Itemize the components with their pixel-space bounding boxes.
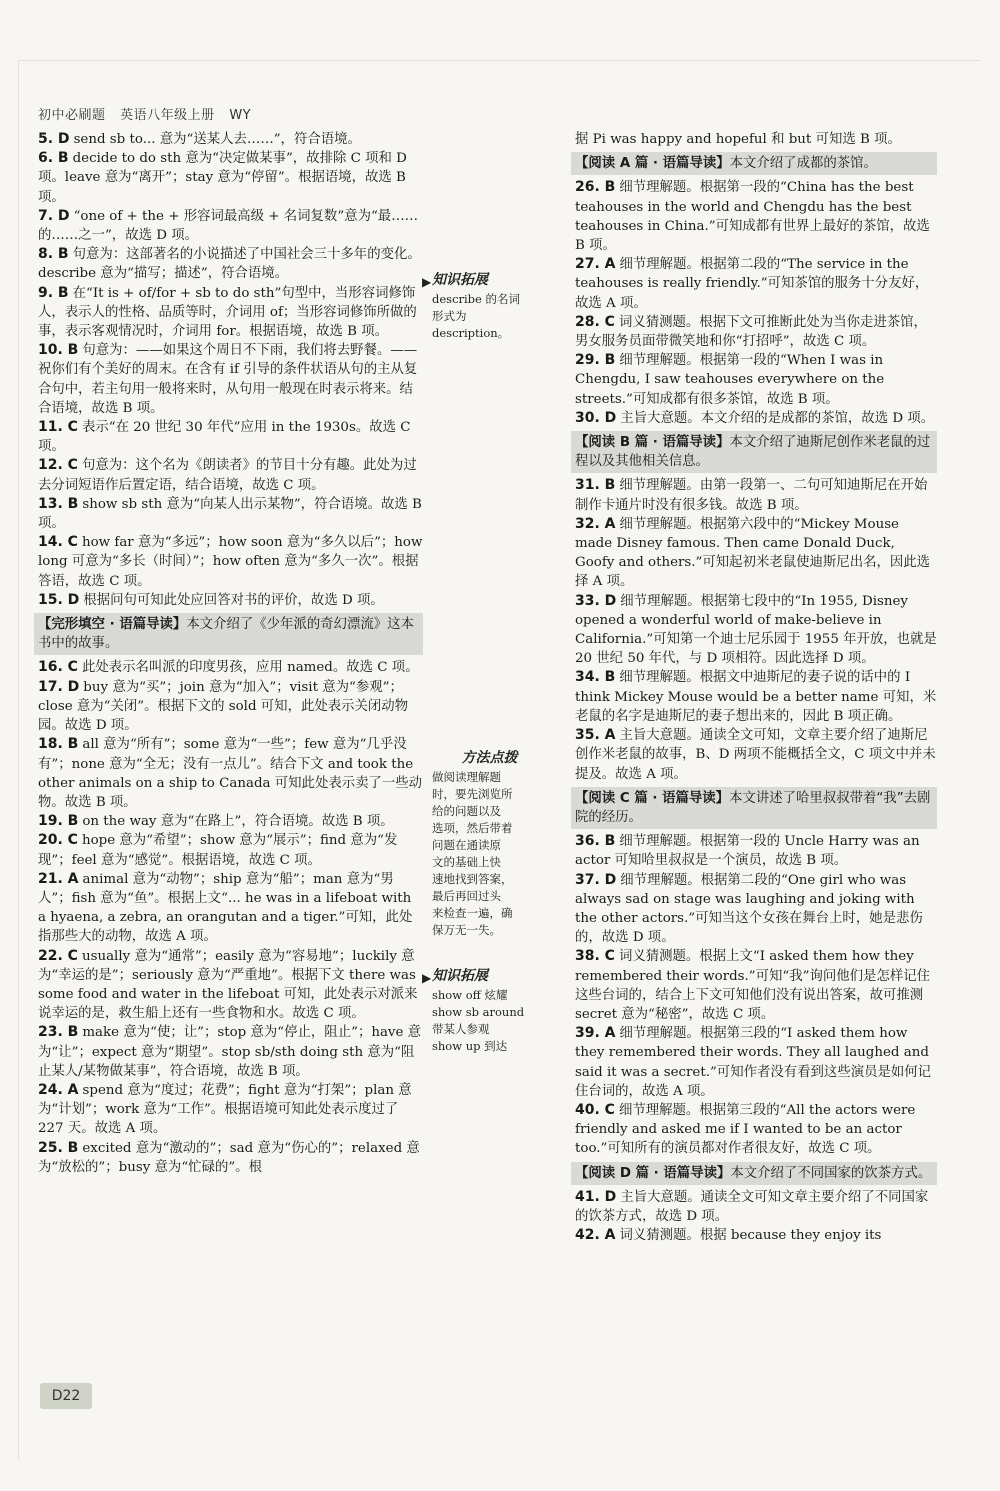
answer-item [38, 284, 423, 342]
answer-item [575, 351, 937, 409]
answer-item [575, 1226, 937, 1245]
sidebar-line: 带某人参观 [432, 1022, 490, 1036]
answer-item [575, 130, 937, 149]
answer-item [575, 1024, 937, 1101]
answer-number: 27. A [575, 256, 616, 273]
sidebar-line: 形式为 description。 [432, 309, 510, 340]
answer-number: 37. D [575, 871, 617, 888]
section-guide [571, 1162, 937, 1185]
answer-number: 13. B [38, 495, 79, 512]
answer-explanation: 据 Pi was happy and hopeful 和 but 可知选 B 项。 [575, 132, 901, 147]
answer-number: 12. C [38, 457, 78, 474]
answer-number: 14. C [38, 534, 78, 551]
answer-number: 9. B [38, 284, 69, 301]
answer-number: 30. D [575, 409, 617, 426]
answer-explanation: 在“It is + of/for + sb to do sth”句型中，当形容词修饰人，表示人的性格、品质等时，介词用 of；当形容词修饰所做的事，表示客观情况时，介词用 for。根据语境，故选 B 项。 [38, 285, 417, 340]
answer-item [38, 341, 423, 418]
section-guide-label: 【完形填空 · 语篇导读】 [38, 617, 187, 633]
answer-number: 32. A [575, 515, 616, 532]
answer-explanation: make 意为“使；让”；stop 意为“停止，阻止”；have 意为“让”；expect 意为“期望”。stop sb/sth doing sth 意为“阻止某人/某物做某事”，符合语境，故选 B 项。 [38, 1025, 422, 1079]
answer-item [38, 812, 423, 831]
answer-number: 31. B [575, 477, 616, 494]
answer-explanation: 细节理解题。根据第二段的“The service in the teahouses is really friendly.”可知茶馆的服务十分友好，故选 A 项。 [575, 257, 929, 311]
header-series: 初中必刷题 [38, 108, 106, 123]
answer-explanation: 句意为：这个名为《朗读者》的节目十分有趣。此处为过去分词短语作后置定语，结合语境，故选 C 项。 [38, 458, 417, 493]
answer-number: 26. B [575, 179, 616, 196]
answer-explanation: 词义猜测题。根据下文可推断此处为当你走进茶馆，男女服务员面带微笑地和你“打招呼”，故选 C 项。 [575, 314, 927, 350]
answer-number: 22. C [38, 947, 78, 964]
answer-explanation: 细节理解题。根据第七段中的“In 1955, Disney opened a wonderful world of make-believe in California.”可知第一个迪士尼乐园于 1955 年开放，也就是 20 世纪 50 年代，与 D 项相符。因此选择 D 项。 [575, 593, 937, 667]
answer-explanation: usually 意为“通常”；easily 意为“容易地”；luckily 意为“幸运的是”；seriously 意为“严重地”。根据下文 there was some food and water in the lifeboat 可知，此处表示对派来说幸运的是，救生船上还有一些食物和水。故选 C 项。 [38, 948, 418, 1022]
answer-item [38, 1023, 423, 1081]
page-header [38, 104, 261, 123]
answer-item [38, 533, 423, 591]
answer-explanation: 细节理解题。根据第一段的“China has the best teahouses in the world and Chengdu has the best teahouses in China.”可知成都有世界上最好的茶馆，故选 B 项。 [575, 180, 930, 254]
answer-number: 20. C [38, 832, 78, 849]
answer-item [38, 456, 423, 494]
answer-item [575, 1101, 937, 1159]
answer-item [38, 1081, 423, 1139]
arrow-icon: ▶ [422, 971, 432, 985]
section-guide-text: 本文讲述了哈里叔叔带着“我”去剧院的经历。 [575, 790, 931, 825]
answer-number: 19. B [38, 813, 79, 830]
answer-explanation: spend 意为“度过；花费”；fight 意为“打架”；plan 意为“计划”；work 意为“工作”。根据语境可知此处表示度过了 227 天。故选 A 项。 [38, 1082, 412, 1137]
right-answer-column [575, 130, 937, 1245]
answer-explanation: decide to do sth 意为“决定做某事”，故排除 C 项和 D 项。leave 意为“离开”；stay 意为“停留”。根据语境，故选 B 项。 [38, 151, 407, 205]
answer-explanation: all 意为“所有”；some 意为“一些”；few 意为“几乎没有”；none 意为“全无；没有一点儿”。结合下文 and took the other animals on a ship to Canada 可知此处表示卖了一些动物。故选 B 项。 [38, 737, 423, 810]
section-guide-label: 【阅读 B 篇 · 语篇导读】 [575, 435, 730, 451]
answer-item [38, 130, 423, 149]
answer-explanation: 根据问句可知此处应回答对书的评价，故选 D 项。 [83, 592, 384, 608]
answer-explanation: 词义猜测题。根据 because they enjoy its [619, 1228, 882, 1244]
answer-explanation: 细节理解题。根据第三段的“All the actors were friendly and asked me if I wanted to be an actor too.”可知所有的演员都对作者很友好，故选 C 项。 [575, 1102, 916, 1157]
answer-number: 35. A [575, 727, 616, 744]
answer-explanation: excited 意为“激动的”；sad 意为“伤心的”；relaxed 意为“放松的”；busy 意为“忙碌的”。根 [38, 1140, 420, 1175]
answer-explanation: 细节理解题。根据第三段的“I asked them how they remembered their words. They all laughed and said it was a secret.”可知作者没有看到这些演员是如何记住台词的，故选 A 项。 [575, 1026, 932, 1099]
answer-explanation: 主旨大意题。本文介绍的是成都的茶馆，故选 D 项。 [620, 410, 935, 426]
answer-item [575, 832, 937, 870]
answer-number: 23. B [38, 1024, 79, 1041]
answer-explanation: hope 意为“希望”；show 意为“展示”；find 意为“发现”；feel 意为“感觉”。根据语境，故选 C 项。 [38, 833, 398, 868]
sidebar-line: 文的基础上快 [432, 855, 501, 869]
answer-explanation: “one of + the + 形容词最高级 + 名词复数”意为“最……的……之一”，故选 D 项。 [38, 208, 418, 244]
sidebar-line: 保万无一失。 [432, 923, 501, 937]
answer-number: 6. B [38, 150, 69, 167]
section-guide [34, 613, 423, 655]
answer-number: 17. D [38, 678, 80, 695]
sidebar-knowledge-1 [422, 272, 547, 342]
answer-number: 40. C [575, 1101, 615, 1118]
header-edition: WY [229, 108, 252, 123]
answer-item [38, 495, 423, 533]
arrow-icon: ▶ [422, 275, 432, 289]
section-guide-label: 【阅读 C 篇 · 语篇导读】 [575, 790, 730, 806]
sidebar-line: 做阅读理解题 [432, 770, 501, 784]
header-subject: 英语八年级上册 [120, 108, 215, 123]
answer-item [575, 1188, 937, 1226]
sidebar-line: 问题在通读原 [432, 838, 501, 852]
answer-explanation: show sb sth 意为“向某人出示某物”，符合语境。故选 B 项。 [38, 496, 422, 532]
section-guide [571, 152, 937, 175]
answer-number: 15. D [38, 591, 80, 608]
sidebar-line: 给的问题以及 [432, 804, 501, 818]
sidebar-line: show off 炫耀 [432, 988, 508, 1002]
answer-item [575, 255, 937, 313]
answer-explanation: 句意为：——如果这个周日不下雨，我们将去野餐。——祝你们有个美好的周末。在含有 if 引导的条件状语从句的主从复合句中，若主句用一般将来时，从句用一般现在时表示将来。结合语境，故选 B 项。 [38, 343, 418, 416]
answer-explanation: 细节理解题。根据第一段的“When I was in Chengdu, I saw teahouses everywhere on the streets.”可知成都有很多茶馆，故选 B 项。 [575, 353, 885, 407]
section-guide [571, 787, 937, 829]
answer-explanation: 细节理解题。根据第二段的“One girl who was always sad on stage was laughing and joking with the other actors.”可知当这个女孩在舞台上时，她是悲伤的，故选 D 项。 [575, 872, 923, 946]
section-guide-text: 本文介绍了不同国家的饮茶方式。 [730, 1165, 932, 1181]
answer-number: 29. B [575, 352, 616, 369]
answer-number: 10. B [38, 342, 79, 359]
answer-explanation: 细节理解题。根据文中迪斯尼的妻子说的话中的 I think Mickey Mouse would be a better name 可知，米老鼠的名字是迪斯尼的妻子想出来的，因此 B 项正确。 [575, 670, 937, 724]
answer-number: 5. D [38, 131, 70, 147]
sidebar-line: 来检查一遍，确 [432, 906, 513, 920]
answer-item [575, 178, 937, 255]
answer-explanation: 句意为：这部著名的小说描述了中国社会三十多年的变化。describe 意为“描写；描述”，符合语境。 [38, 247, 421, 282]
answer-item [38, 245, 423, 283]
answer-explanation: 主旨大意题。通读全文可知，文章主要介绍了迪斯尼创作米老鼠的故事，B、D 两项不能概括全文，C 项文中并未提及。故选 A 项。 [575, 728, 936, 782]
answer-number: 41. D [575, 1188, 617, 1205]
answer-explanation: 主旨大意题。通读全文可知文章主要介绍了不同国家的饮茶方式，故选 D 项。 [575, 1189, 929, 1224]
answer-item [38, 591, 423, 610]
answer-explanation: buy 意为“买”；join 意为“加入”；visit 意为“参观”；close 意为“关闭”。根据下文的 sold 可知，此处表示关闭动物园。故选 D 项。 [38, 679, 409, 734]
section-guide-text: 本文介绍了成都的茶馆。 [729, 156, 877, 172]
answer-number: 18. B [38, 736, 79, 753]
answer-explanation: 细节理解题。根据第一段的 Uncle Harry was an actor 可知哈里叔叔是一个演员，故选 B 项。 [575, 834, 920, 869]
answer-explanation: send sb to... 意为“送某人去……”，符合语境。 [73, 132, 361, 147]
answer-explanation: 此处表示名叫派的印度男孩，应用 named。故选 C 项。 [81, 660, 419, 676]
answer-explanation: 细节理解题。由第一段第一、二句可知迪斯尼在开始制作卡通片时没有很多钱。故选 B 项。 [575, 478, 928, 513]
answer-explanation: 词义猜测题。根据上文“I asked them how they remembered their words.”可知“我”询问他们是怎样记住这些台词的，结合上下文可知他们没有说出答案，故可推测 secret 意为“秘密”，故选 C 项。 [575, 949, 931, 1022]
answer-number: 21. A [38, 870, 79, 887]
answer-number: 34. B [575, 669, 616, 686]
answer-number: 33. D [575, 592, 617, 609]
answer-item [575, 313, 937, 351]
answer-item [38, 735, 423, 812]
answer-item [575, 409, 937, 428]
sidebar-knowledge-2 [422, 968, 547, 1055]
sidebar-line: 选项，然后带着 [432, 821, 513, 835]
section-guide-text: 本文介绍了迪斯尼创作米老鼠的过程以及其他相关信息。 [575, 435, 931, 470]
sidebar-line: show sb around [432, 1005, 525, 1019]
answer-item [38, 947, 423, 1024]
top-rule [20, 60, 980, 61]
answer-item [575, 476, 937, 514]
answer-item [575, 947, 937, 1024]
sidebar-line: 速地找到答案， [432, 872, 513, 886]
answer-explanation: 细节理解题。根据第六段中的“Mickey Mouse made Disney famous. Then came Donald Duck, Goofy and others.”可知起初米老鼠使迪斯尼出名，因此选择 A 项。 [575, 516, 931, 590]
section-guide-text: 本文介绍了《少年派的奇幻漂流》这本书中的故事。 [38, 617, 414, 652]
answer-number: 11. C [38, 419, 78, 436]
answer-explanation: how far 意为“多远”；how soon 意为“多久以后”；how long 可意为“多长（时间）”；how often 意为“多久一次”。根据答语，故选 C 项。 [38, 535, 423, 589]
answer-item [38, 1139, 423, 1177]
answer-explanation: on the way 意为“在路上”，符合语境。故选 B 项。 [82, 814, 394, 830]
answer-explanation: 表示“在 20 世纪 30 年代”应用 in the 1930s。故选 C 项。 [38, 420, 411, 455]
sidebar-line: 最后再回过头 [432, 889, 501, 903]
section-guide [571, 431, 937, 473]
answer-number: 24. A [38, 1081, 79, 1098]
answer-number: 16. C [38, 659, 78, 676]
answer-number: 38. C [575, 948, 615, 965]
answer-number: 8. B [38, 246, 69, 263]
answer-item [38, 149, 423, 207]
answer-item [38, 658, 423, 677]
answer-number: 28. C [575, 313, 615, 330]
answer-item [575, 515, 937, 592]
answer-number: 36. B [575, 833, 616, 850]
answer-number: 42. A [575, 1227, 616, 1244]
sidebar-title: 方法点拨 [461, 750, 518, 766]
sidebar-method [432, 750, 547, 939]
answer-item [575, 668, 937, 726]
page-number: D22 [40, 1383, 92, 1409]
left-answer-column [38, 130, 423, 1177]
margin-rule [18, 60, 19, 1460]
answer-item [38, 678, 423, 736]
answer-item [575, 592, 937, 669]
sidebar-title: 知识拓展 [432, 272, 488, 288]
sidebar-line: show up 到达 [432, 1039, 508, 1053]
answer-item [38, 207, 423, 245]
answer-number: 39. A [575, 1025, 616, 1042]
sidebar-title: 知识拓展 [432, 968, 488, 984]
answer-item [38, 870, 423, 947]
section-guide-label: 【阅读 A 篇 · 语篇导读】 [575, 156, 730, 172]
answer-number: 25. B [38, 1139, 79, 1156]
answer-item [575, 726, 937, 784]
sidebar-line: describe 的名词 [432, 292, 521, 306]
answer-explanation: animal 意为“动物”；ship 意为“船”；man 意为“男人”；fish 意为“鱼”。根据上文“... he was in a lifeboat with a hyaena, a zebra, an orangutan and a tiger.”可知，此处指那些大的动物，故选 A 项。 [38, 871, 413, 945]
answer-item [38, 418, 423, 456]
answer-number: 7. D [38, 207, 70, 224]
answer-item [575, 871, 937, 948]
sidebar-line: 时，要先浏览所 [432, 787, 513, 801]
answer-item [38, 831, 423, 869]
section-guide-label: 【阅读 D 篇 · 语篇导读】 [575, 1165, 731, 1181]
